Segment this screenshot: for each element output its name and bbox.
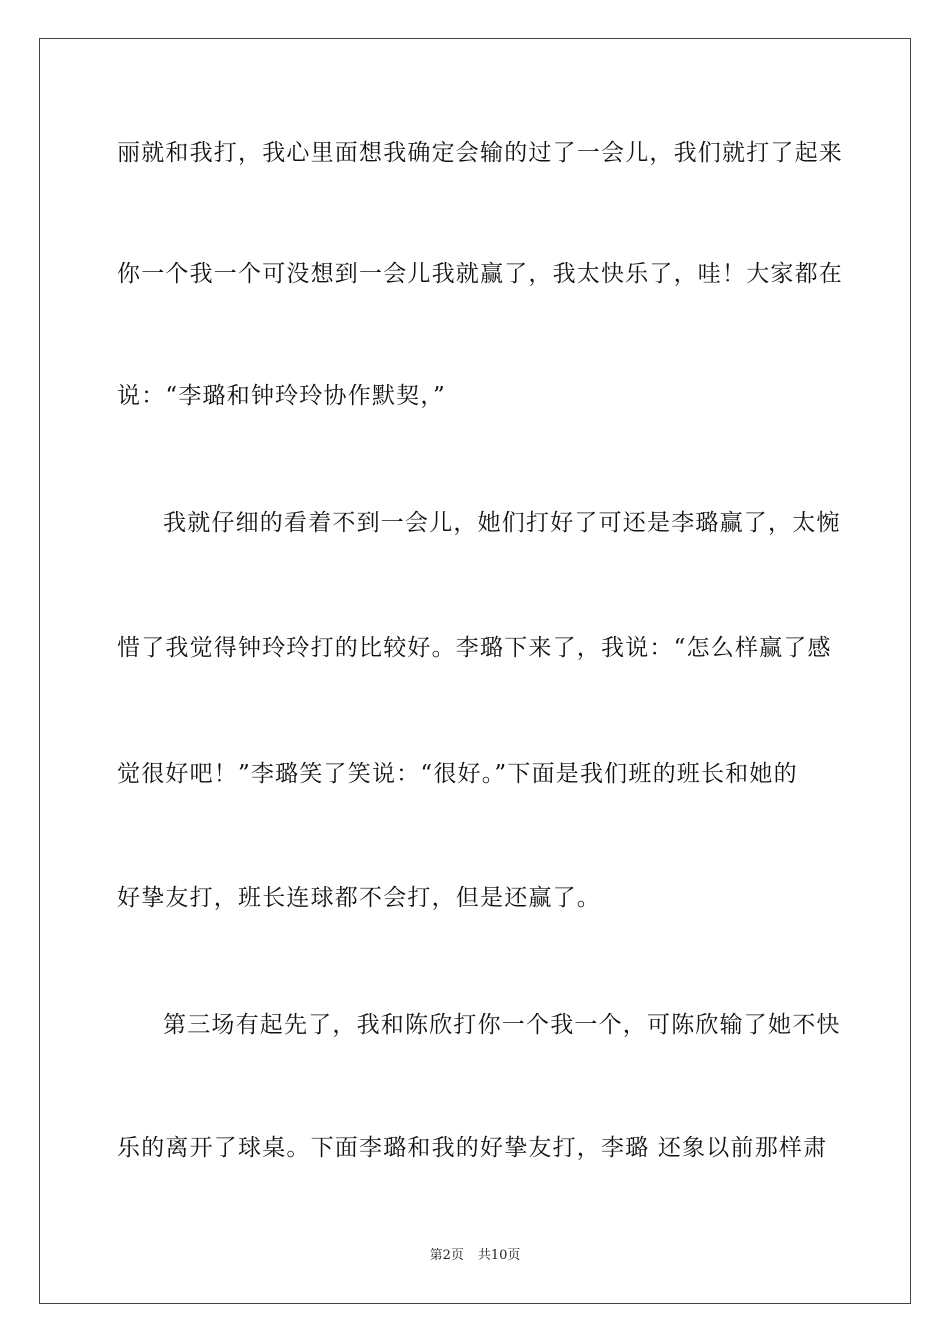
text-line-6: 觉很好吧！”李璐笑了笑说：“很好。”下面是我们班的班长和她的 <box>117 761 798 787</box>
text-line-8: 第三场有起先了，我和陈欣打你一个我一个，可陈欣输了她不快 <box>163 1012 841 1038</box>
text-line-4: 我就仔细的看着不到一会儿，她们打好了可还是李璐赢了，太惋 <box>163 510 841 536</box>
text-line-2: 你一个我一个可没想到一会儿我就赢了，我太快乐了，哇！大家都在 <box>117 261 843 287</box>
text-line-5: 惜了我觉得钟玲玲打的比较好。李璐下来了，我说：“怎么样赢了感 <box>117 635 832 661</box>
text-line-9: 乐的离开了球桌。下面李璐和我的好挚友打，李璐 还象以前那样肃 <box>117 1135 828 1161</box>
text-line-3: 说：“李璐和钟玲玲协作默契，” <box>117 383 447 409</box>
page-number: 第2页 <box>429 1248 464 1263</box>
page-border <box>39 38 911 1304</box>
text-line-7: 好挚友打，班长连球都不会打，但是还赢了。 <box>117 885 601 911</box>
text-line-1: 丽就和我打，我心里面想我确定会输的过了一会儿，我们就打了起来 <box>117 140 843 166</box>
page-footer <box>0 1247 950 1265</box>
page-total: 共10页 <box>477 1248 521 1263</box>
